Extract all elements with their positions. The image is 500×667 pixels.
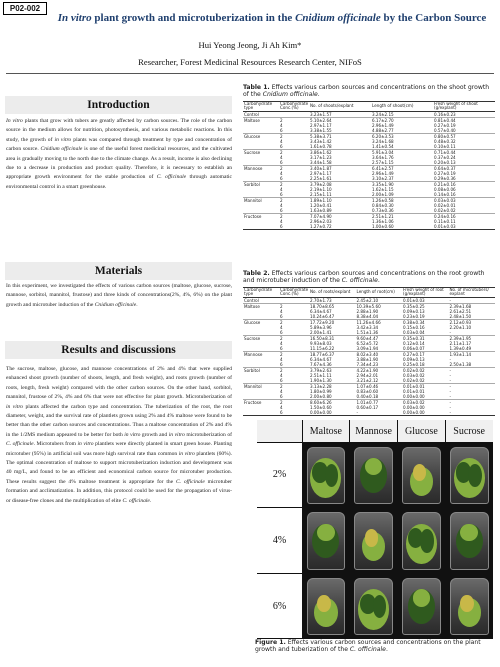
table2-cell: 1.50±0.60 <box>310 404 332 410</box>
table2-cell: 8.02±3.40 <box>356 351 403 357</box>
figure1-column-label: Glucose <box>398 420 445 442</box>
table2-cell: 3.21±2.12 <box>356 377 379 383</box>
table1-cell: 0.57±0.40 <box>434 127 456 133</box>
table1-cell: 0.02±0.02 <box>434 207 456 213</box>
table1-cell: 1.62±1.15 <box>372 186 394 192</box>
figure1-culture-photo <box>446 574 493 639</box>
table1-header-cell: Length of shoot(cm) <box>371 102 433 112</box>
table2-row <box>243 303 495 309</box>
table2-cell: 6 <box>279 410 309 416</box>
table2-cell: 2 <box>279 351 309 357</box>
table1-cell: 0.08±0.06 <box>434 186 456 192</box>
results-heading: Results and discussions <box>5 341 232 359</box>
figure1-culture-photo <box>446 443 493 508</box>
table1-cell: 2 <box>279 149 309 155</box>
table1-cell: 3.24±2.15 <box>372 111 394 117</box>
table1-cell: 2.15±1.11 <box>310 191 332 197</box>
header-divider <box>6 73 494 74</box>
table2-cell: 2.88±1.90 <box>356 308 379 314</box>
table1-cell: 4 <box>280 122 283 128</box>
figure1-row-label: 4% <box>257 508 302 573</box>
table1-cell: 1.89±1.10 <box>309 197 371 203</box>
table2-cell: 2.20±1.10 <box>449 324 472 330</box>
table2-cell: 0.40±0.18 <box>356 393 379 399</box>
table2-cell: - <box>449 383 496 389</box>
table1-cell: 2 <box>279 133 309 139</box>
table2-cell: 8.38±4.04 <box>356 313 379 319</box>
table2-cell: 6 <box>280 313 283 319</box>
table1-cell: 4 <box>280 170 283 176</box>
table1-cell: 3.24±1.68 <box>372 138 394 144</box>
table1-cell: 0.37±0.24 <box>434 154 456 160</box>
table2-cell: 6.52±5.72 <box>356 340 379 346</box>
table2-cell: 0.35±0.25 <box>402 303 449 309</box>
table1-caption: Table 1. Effects various carbon sources and concentrations on the shoot growth of the Cnidium officinale. <box>243 84 490 99</box>
table1-cell: Mannitol <box>243 197 279 203</box>
table2-cell: 2 <box>279 319 309 325</box>
table2-cell: - <box>449 399 496 405</box>
introduction-text: In vitro plants that grow with tubers are greatly affected by carbon sources. The role of the carbon source in the medium allows for nutrition, photosynthesis, and various metabolic reactions. In this study, the growth of in vitro plants was compared through treatment by type and concentration of carbon source. Cnidium officinale is one of the useful forest medicinal resources, and the cultivated area is gradually moving to the north due to the climate change. As a result, income is also declining due to a decrease in production and product quality. Therefore, it is necessary to establish an appropriate growth environment for the stable production of C. officinale through automatic environmental control in a smart greenhouse. <box>6 118 233 190</box>
table2-cell: 6 <box>280 345 283 351</box>
figure1-culture-photo <box>446 508 493 573</box>
table1-cell: 2.96±1.49 <box>372 122 394 128</box>
table1-header-cell: Fresh weight of shoot (g/explant) <box>433 102 495 112</box>
table2-cell: 9.93±8.03 <box>310 340 332 346</box>
table2-cell: 1.80±0.99 <box>310 388 332 394</box>
table1-cell: 6 <box>279 224 309 230</box>
table2-row <box>243 351 495 357</box>
table1-cell: 2.97±1.17 <box>310 122 332 128</box>
table2-row <box>243 346 495 352</box>
table2-caption: Table 2. Effects various carbon sources and concentrations on the root growth and microtuber induction of the C. officinale. <box>243 270 485 285</box>
table1-cell: 0.64±0.37 <box>433 165 495 171</box>
table2-cell: 1.93±1.14 <box>449 351 496 357</box>
poster-title <box>50 12 494 24</box>
table2-cell: 0.35±0.31 <box>402 335 449 341</box>
table1-cell: 1.27±0.72 <box>309 224 371 230</box>
table1-cell: 0.20±0.13 <box>434 159 456 165</box>
figure1-photo-grid <box>257 420 493 639</box>
figure1-culture-photo <box>350 508 397 573</box>
table1-cell: 5.38±3.71 <box>309 133 371 139</box>
table2-cell: 0.09±0.13 <box>403 356 425 362</box>
table1-cell: 2 <box>279 117 309 123</box>
table1-cell: 5.10±2.64 <box>309 117 371 123</box>
table2-cell: 0.12±0.14 <box>403 340 425 346</box>
table1-cell: 0.27±0.19 <box>434 170 456 176</box>
table2-cell: 0.02±0.02 <box>402 367 449 373</box>
table1-cell: 3.79±2.08 <box>309 181 371 187</box>
table1-cell: 4.88±2.77 <box>372 127 394 133</box>
table2-cell: 2 <box>279 399 309 405</box>
plantlet <box>413 589 430 606</box>
plantlet <box>420 529 434 552</box>
table1-cell: 6 <box>280 159 283 165</box>
table1-cell: 3.40±1.87 <box>309 165 371 171</box>
table1-cell: 6 <box>280 175 283 181</box>
table1-cell: 0.01±0.03 <box>433 224 495 230</box>
table2-cell: - <box>449 410 496 416</box>
table1-cell: 0.16±0.23 <box>434 111 456 117</box>
table2-cell: 0.06±0.07 <box>403 345 425 351</box>
table2-cell: - <box>449 372 451 378</box>
table1-cell: 0.03±0.03 <box>433 197 495 203</box>
table2-cell: - <box>449 393 451 399</box>
table1-cell: 0.80±0.57 <box>433 133 495 139</box>
table2-cell: 4 <box>280 404 283 410</box>
table1-cell: 6.17±2.70 <box>371 117 433 123</box>
table2-cell: 11.26±4.66 <box>356 319 403 325</box>
table2-cell: 7.67±4.36 <box>310 361 332 367</box>
table1-cell: 2.96±2.03 <box>310 218 332 224</box>
table1-cell: 2.97±1.17 <box>310 170 332 176</box>
table2-cell: 8.60±6.26 <box>309 399 356 405</box>
table1-cell: 0.10±0.11 <box>434 143 456 149</box>
table2-cell: 0.09±0.13 <box>403 308 425 314</box>
table2-cell: 2.00±1.41 <box>310 329 332 335</box>
table2-cell: 7.34±4.23 <box>356 361 379 367</box>
table1-cell: Mannose <box>243 165 279 171</box>
table2-cell: Sorbitol <box>243 367 279 373</box>
table1-cell: 2.25±1.61 <box>310 175 332 181</box>
table1-cell: 2.57±1.15 <box>372 159 394 165</box>
table1-cell: Sucrose <box>243 149 279 155</box>
table1-cell: 4 <box>280 202 283 208</box>
table1-cell: 0.29±0.36 <box>434 175 456 181</box>
table2-cell: - <box>449 297 451 303</box>
figure1-culture-photo <box>350 574 397 639</box>
table2-cell: 0.03±0.02 <box>403 372 425 378</box>
table2-cell: 6 <box>280 393 283 399</box>
table2-cell: 1.51±1.36 <box>356 329 379 335</box>
figure1-culture-photo <box>303 508 350 573</box>
table1-cell: 2 <box>279 213 309 219</box>
table1-cell: 7.07±4.90 <box>309 213 371 219</box>
table2 <box>243 287 495 416</box>
table2-cell: 0.01±0.01 <box>402 383 449 389</box>
results-text: The sucrose, maltose, glucose, and mannose concentrations of 2% and 4% that were supplied enhanced shoot growth (number of shoots, length, and fresh weight), and roots growth (number of roots, length, fresh weight) compared with the other carbon sources. On the other hand, sorbitol, mannitol, frustose of 2%, 4% and 6% that were not effective for plant growth. Microtuberization of in vitro plants affected the carbon type and concentration. The tuberization of the root, the root diameter, weight, and the survival rate of plantlets grown using 2% and 4% maltose were found to be better than the other carbon sources and concentrations. Thus a maltose concentration of 2% and 4% in the 1/2MS medium appeared to be better for both in vitro growth and in vitro microtuberization of C. officinale. Microtubers from in vitro plantlets were directly planted in smart green house. Planting microtuber (95%) in artificial soil was more high survival rate than common in vitro plantlets (60%). The optimal concentration of maltose to support microtuberization induction and development was 40 mg/L, and found to be an efficient and economical carbon source for microtuber production. These results suggest the 4% maltose treatment is appropriate for the C. officinale microtuber formation and acclimatization. In addition, this protocol could be used for the propagation of virus- or disease-free clones and the multiplication of elite C. officinale. <box>6 366 232 504</box>
figure1-culture-photo <box>303 574 350 639</box>
table1-cell: 2.00±1.09 <box>372 191 394 197</box>
table1-cell: 3.35±1.90 <box>371 181 433 187</box>
table2-cell: 4 <box>280 356 283 362</box>
table1-cell: 0.81±0.44 <box>433 117 495 123</box>
table2-cell: - <box>449 388 451 394</box>
table2-cell: 0.03±0.02 <box>402 399 449 405</box>
table2-cell: 6.34±4.67 <box>310 308 332 314</box>
affiliation: Researcher, Forest Medicinal Resources Research Center, NIFoS <box>138 57 362 67</box>
table2-cell: 0.00±0.00 <box>309 410 356 416</box>
table2-cell: 2 <box>279 367 309 373</box>
table2-cell: 3.42±3.34 <box>356 324 379 330</box>
table2-cell: 9.60±4.47 <box>356 335 403 341</box>
materials-text: In this experiment, we investigated the effects of various carbon sources (maltose, glucose, sucrose, mannose, sorbitol, mannitol, frustose) and three kinds of concentrations(2%, 4%, 6%) on the plant growth and microtuber induction of the Cnidium officinale. <box>6 283 232 308</box>
table2-cell: 0.23±0.19 <box>403 313 425 319</box>
table1-cell: 0.71±0.44 <box>433 149 495 155</box>
table2-cell: - <box>449 329 451 335</box>
figure1-culture-photo <box>350 443 397 508</box>
table2-cell: 18.77±6.37 <box>309 351 356 357</box>
table2-cell: 17.72±9.20 <box>309 319 356 325</box>
table2-cell: 2 <box>279 335 309 341</box>
table1-cell: 3.44±1.58 <box>310 159 332 165</box>
table1-cell: Glucose <box>243 133 279 139</box>
table1-cell: 6.20±3.53 <box>371 133 433 139</box>
table1-cell: 0.02±0.01 <box>434 202 456 208</box>
table1-cell: 3.38±1.55 <box>310 127 332 133</box>
table2-cell: 2.50±1.38 <box>449 361 472 367</box>
table2-cell: 3.79±2.63 <box>309 367 356 373</box>
table2-cell: 2 <box>279 383 309 389</box>
title-part3: Cnidium officinale <box>295 12 381 24</box>
table1-cell: 2.19±1.10 <box>310 186 332 192</box>
table1-cell: 3.86±1.62 <box>309 149 371 155</box>
table1-header-cell: Carbohydrate type <box>243 102 279 112</box>
table2-cell: 3.13±2.28 <box>309 383 356 389</box>
table1-cell: 3.43±1.42 <box>310 138 332 144</box>
table2-cell: 0.00±0.00 <box>402 410 449 416</box>
figure1-column-label: Mannose <box>350 420 397 442</box>
table2-cell: - <box>356 410 403 416</box>
table2-cell: 10.24±6.47 <box>310 313 335 319</box>
figure1-corner-cell <box>257 420 302 442</box>
table2-cell: 0.27±0.17 <box>402 351 449 357</box>
title-part4: by the Carbon Source <box>380 12 487 24</box>
table2-cell: 6.34±4.67 <box>310 356 332 362</box>
table1-header-cell: No. of shoots/explant <box>309 102 371 112</box>
table1-cell: 0.27±0.19 <box>434 122 456 128</box>
table2-cell: 10.39±5.60 <box>356 303 403 309</box>
table2-cell: - <box>449 404 451 410</box>
table2-cell: 2.12±0.93 <box>449 319 496 325</box>
table2-cell: 0.01±0.01 <box>403 388 425 394</box>
figure1-column-label: Sucrose <box>446 420 493 442</box>
table2-cell: 2.11±1.17 <box>449 340 472 346</box>
table2-cell: 18.70±8.65 <box>309 303 356 309</box>
table2-cell <box>243 410 279 416</box>
table2-cell: 11.15±6.22 <box>310 345 335 351</box>
table2-cell: 0.03±0.04 <box>403 329 425 335</box>
poster-id-badge: P02-002 <box>3 2 47 15</box>
table2-cell: 2.00±0.80 <box>310 393 332 399</box>
table1-cell: 0.21±0.16 <box>433 181 495 187</box>
table1-cell: 6 <box>280 191 283 197</box>
table2-cell: - <box>449 377 451 383</box>
table1-cell: 0.73±0.36 <box>372 207 394 213</box>
table2-cell: 2.39±1.95 <box>449 335 496 341</box>
table1-cell: Maltose <box>243 117 279 123</box>
table2-header-row <box>243 288 495 298</box>
table1-cell: 1.63±0.89 <box>310 207 332 213</box>
table1-cell: 0.84±0.30 <box>372 202 394 208</box>
table2-cell: 4 <box>280 388 283 394</box>
table2-cell: 0.83±0.60 <box>356 388 379 394</box>
table2-cell: 6 <box>280 361 283 367</box>
table2-row <box>243 319 495 325</box>
table2-row <box>243 410 495 416</box>
table2-header-cell: No. of microtubers/ explant <box>449 288 496 298</box>
table2-cell: Maltose <box>243 303 279 309</box>
table2-row <box>243 335 495 341</box>
table1-header-row <box>243 102 495 112</box>
table1-row <box>243 224 495 230</box>
table2-cell: 6 <box>280 329 283 335</box>
table2-cell: 3.88±1.90 <box>356 356 379 362</box>
table1-header-cell: Carbohydrate Conc.(%) <box>280 101 309 111</box>
table2-cell: Glucose <box>243 319 279 325</box>
table1-cell: 3.17±1.23 <box>310 154 332 160</box>
table1-cell: Control <box>244 111 259 117</box>
table1-cell: 2 <box>279 165 309 171</box>
table2-cell: 4 <box>280 324 283 330</box>
plantlet <box>317 595 331 612</box>
table2-cell: Mannose <box>243 351 279 357</box>
table1-cell <box>243 224 279 230</box>
table1-cell: 2.51±1.21 <box>371 213 433 219</box>
table2-cell: 6 <box>280 377 283 383</box>
table2-cell: 4 <box>280 340 283 346</box>
table2-cell: 0.01±0.03 <box>403 297 425 303</box>
table2-cell: 16.50±8.31 <box>309 335 356 341</box>
table2-cell: 2.39±1.68 <box>449 303 496 309</box>
table2-cell: Sucrose <box>243 335 279 341</box>
table1-cell: 4 <box>280 218 283 224</box>
table2-cell: 2.70±1.73 <box>310 297 332 303</box>
table2-cell: 2.94±2.01 <box>356 372 379 378</box>
table2-cell: - <box>449 367 496 373</box>
table2-cell: 5.89±3.96 <box>310 324 332 330</box>
plantlet <box>317 524 334 541</box>
table2-header-cell: Fresh weight of root (g/explant) <box>402 288 449 298</box>
table2-cell: 3.09±1.94 <box>356 345 379 351</box>
table2-cell: Mannitol <box>243 383 279 389</box>
table1-cell: 6 <box>280 207 283 213</box>
title-part2: plant growth and microtuberization in the <box>91 12 296 24</box>
table2-cell: 2.48±1.50 <box>449 313 472 319</box>
table2-cell: Control <box>244 297 259 303</box>
table2-cell: 1.07±0.46 <box>356 383 403 389</box>
table1-cell: 1.41±0.54 <box>372 143 394 149</box>
table1-cell: 1.20±0.41 <box>310 202 332 208</box>
table2-cell: 0.25±0.18 <box>403 361 425 367</box>
table1-cell: 4 <box>280 154 283 160</box>
figure1-culture-photo <box>398 574 445 639</box>
table1 <box>243 101 495 230</box>
table1-cell: 0.14±0.16 <box>434 191 456 197</box>
figure1-column-label: Maltose <box>303 420 350 442</box>
figure1-culture-photo <box>398 443 445 508</box>
figure1-culture-photo <box>398 508 445 573</box>
table1-cell: 2 <box>279 197 309 203</box>
authors: Hui Yeong Jeong, Ji Ah Kim* <box>198 40 302 50</box>
table1-cell: 2 <box>279 181 309 187</box>
table2-cell: 2.61±2.51 <box>449 308 472 314</box>
table1-cell: 3.10±2.37 <box>372 175 394 181</box>
table2-cell: 0.15±0.16 <box>403 324 425 330</box>
figure1-row-label: 2% <box>257 443 302 508</box>
table1-cell: 6.41±2.57 <box>371 165 433 171</box>
title-part1: In vitro <box>57 12 92 24</box>
table2-cell: 1.90±1.30 <box>310 377 332 383</box>
table2-header-cell: No. of roots/explant <box>309 288 356 298</box>
table1-cell: 1.36±1.06 <box>372 218 394 224</box>
table1-cell: Sorbitol <box>243 181 279 187</box>
table1-cell: 4 <box>280 138 283 144</box>
table1-cell: 2.96±1.49 <box>372 170 394 176</box>
table1-cell: 1.61±0.78 <box>310 143 332 149</box>
table1-cell: 6 <box>280 143 283 149</box>
table2-cell: 0.02±0.02 <box>403 377 425 383</box>
figure1-culture-photo <box>303 443 350 508</box>
table1-cell: 0.48±0.32 <box>434 138 456 144</box>
figure1-caption: Figure 1. Effects various carbon sources and concentrations on the plant growth and tuberization of the C. officinale. <box>255 639 481 654</box>
figure1-row-label: 6% <box>257 574 302 639</box>
table2-cell: 0.38±0.34 <box>402 319 449 325</box>
table2-cell: 0.00±0.00 <box>403 393 425 399</box>
table1-cell: 3.64±1.76 <box>372 154 394 160</box>
table2-cell: 1.01±0.77 <box>356 399 403 405</box>
table1-cell: 0.11±0.11 <box>434 218 456 224</box>
table2-row <box>243 314 495 320</box>
introduction-heading: Introduction <box>5 96 232 114</box>
table1-cell: 0.24±0.16 <box>433 213 495 219</box>
plantlet <box>468 464 482 487</box>
table2-cell: 1.39±0.49 <box>449 345 472 351</box>
table2-cell: 2.45±2.10 <box>356 297 379 303</box>
table1-cell: 6 <box>280 127 283 133</box>
table2-row <box>243 362 495 368</box>
table1-cell: 5.91±3.04 <box>371 149 433 155</box>
table2-cell: 0.00±0.00 <box>403 404 425 410</box>
table2-cell: 4.22±1.90 <box>356 367 403 373</box>
plantlet <box>460 524 477 541</box>
table2-cell: 2.51±1.11 <box>310 372 332 378</box>
table1-cell: 1.26±0.58 <box>371 197 433 203</box>
table2-cell: 2 <box>279 303 309 309</box>
table2-header-cell: Carbohydrate Conc.(%) <box>280 287 309 297</box>
table2-cell: - <box>449 356 451 362</box>
materials-heading: Materials <box>5 262 232 280</box>
table1-cell: Fructose <box>243 213 279 219</box>
table1-cell: 4 <box>280 186 283 192</box>
table2-cell: 0.60±0.17 <box>356 404 379 410</box>
table2-header-cell: Carbohydrate type <box>243 288 279 298</box>
table2-cell: Fructose <box>243 399 279 405</box>
table1-cell: 3.23±1.57 <box>310 111 332 117</box>
table2-cell: 4 <box>280 372 283 378</box>
table2-header-cell: Length of root(cm) <box>356 288 403 298</box>
table2-cell: 4 <box>280 308 283 314</box>
table1-cell: 1.00±0.60 <box>371 224 433 230</box>
